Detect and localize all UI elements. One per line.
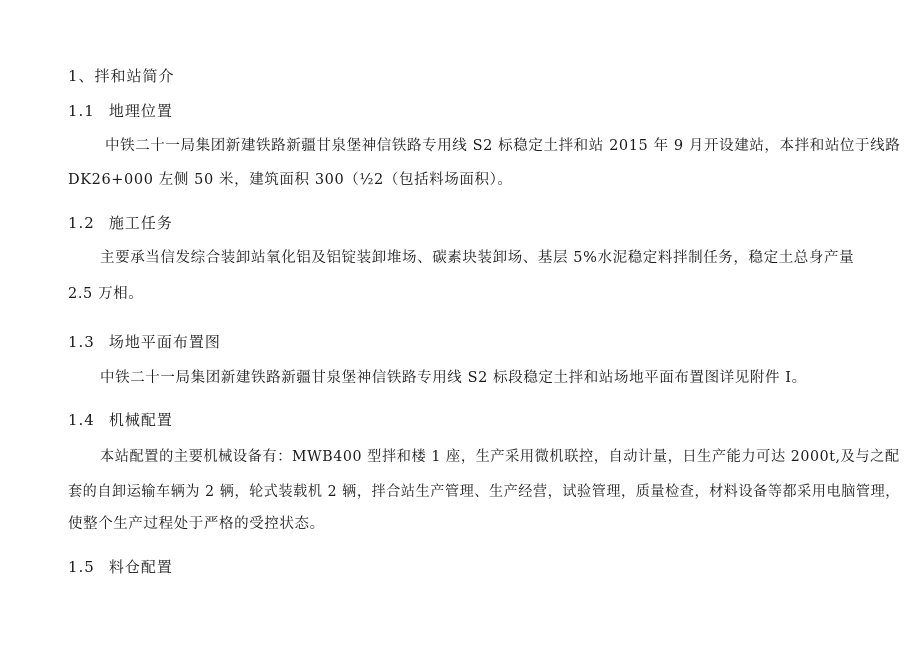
paragraph-line: 使整个生产过程处于严格的受控状态。 [68, 516, 325, 532]
section-heading-1-4 [68, 410, 173, 430]
section-number: 1.3 [68, 333, 95, 351]
section-heading-1: 1、拌和站简介 [68, 67, 175, 85]
paragraph-line: 2.5 万相。 [68, 286, 144, 302]
section-heading-1-5 [68, 557, 173, 577]
paragraph-line: 主要承当信发综合装卸站氧化铝及铝锭装卸堆场、碳素块装卸场、基层 5%水泥稳定料拌制任务，稳定土总身产量 [100, 250, 855, 266]
paragraph-line: 本站配置的主要机械设备有：MWB400 型拌和楼 1 座，生产采用微机联控，自动计量，日生产能力可达 2000t,及与之配 [100, 449, 900, 465]
section-title: 场地平面布置图 [108, 333, 221, 351]
paragraph-line: DK26+000 左侧 50 米，建筑面积 300（½2（包括料场面积）。 [68, 172, 513, 188]
section-number: 1.5 [68, 558, 95, 576]
section-title: 地理位置 [108, 102, 173, 120]
section-heading-1-3 [68, 332, 221, 352]
section-heading-1-1 [68, 101, 173, 121]
section-title: 机械配置 [108, 411, 173, 429]
section-number: 1.1 [68, 102, 95, 120]
section-title: 施工任务 [108, 214, 173, 232]
section-number: 1.4 [68, 411, 95, 429]
section-heading-1-2 [68, 213, 173, 233]
paragraph-line: 中铁二十一局集团新建铁路新疆甘泉堡神信铁路专用线 S2 标段稳定土拌和站场地平面布置图详见附件 I。 [100, 370, 807, 386]
paragraph-line: 中铁二十一局集团新建铁路新疆甘泉堡神信铁路专用线 S2 标稳定土拌和站 2015 年 9 月开设建站，本拌和站位于线路 [105, 138, 901, 154]
paragraph-line: 套的自卸运输车辆为 2 辆，轮式装载机 2 辆，拌合站生产管理、生产经营，试验管理，质量检查，材料设备等都采用电脑管理， [68, 484, 900, 500]
section-number: 1.2 [68, 214, 95, 232]
section-title: 料仓配置 [108, 558, 173, 576]
